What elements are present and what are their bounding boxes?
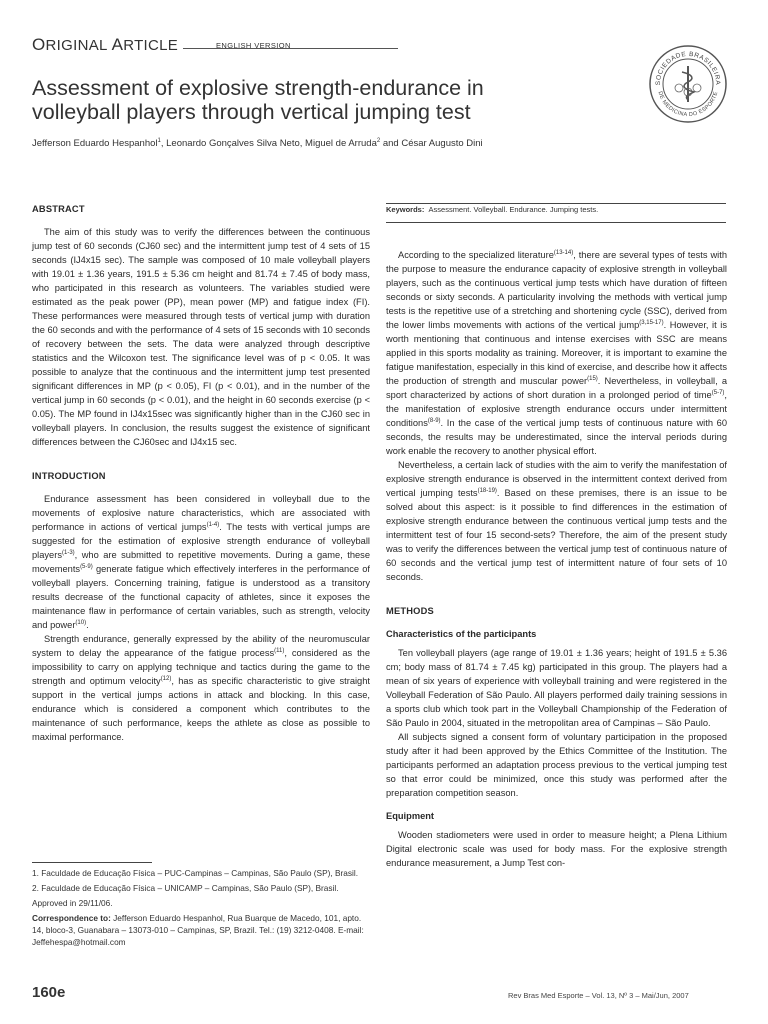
article-type-word2: RTICLE [123, 37, 179, 54]
keywords-label: Keywords: [386, 205, 425, 214]
english-version-label: ENGLISH VERSION [216, 41, 291, 50]
equipment-paragraph: Wooden stadiometers were used in order to measure height; a Plena Lithium Digital electronic scale was used for body mass. For the explosive strength endurance measurement, a Jump Test con- [386, 830, 727, 868]
equipment-heading: Equipment [386, 811, 435, 821]
authors-2-3: , Leonardo Gonçalves Silva Neto, Miguel de Arruda [160, 138, 377, 149]
keywords-rule-bottom [386, 222, 726, 223]
footnote-rule [32, 862, 152, 863]
author-1-affil: 1 [157, 137, 161, 144]
article-type-word1: RIGINAL [45, 37, 108, 54]
introduction-heading: INTRODUCTION [32, 471, 106, 481]
author-3-affil: 2 [376, 137, 381, 144]
participants-paragraph: Ten volleyball players (age range of 19.01 ± 1.36 years; height of 191.5 ± 5.36 cm; body mass of 81.74 ± 7.45 kg) participated in this group. The players had a mean of six years of experience with volleyball training and were registered in the Volleyball Federation of São Paulo. All players performed daily training sessions in a sports club which took part in the Volleyball Championship of the Federation of São Paulo in 2004, situated in the metropolitan area of Campinas – São Paulo. [386, 648, 727, 728]
seal-text-top: SOCIEDADE BRASILEIRA [654, 50, 722, 86]
author-4: and César Augusto Dini [380, 138, 483, 149]
article-type-initial2: A [111, 35, 124, 54]
literature-paragraph: According to the specialized literature$^{(13-14)}$, there are several types of tests with the purpose to measure the endurance capacity of explosive strength in volleyball players, such as the continuous vertical jump tests which have duration of fifteen seconds or sixty seconds. A particularity involving the methods with vertical jump tests is the repetitive use of a stretching and shortening cycle (SSC), derived from the lower limbs movements with actions of the vertical jump$^{(3,15-17)}$. However, it is worth mentioning that continuous and intense exercises with SSC are means applied in this sports modality as training. Moreover, it is important to examine the fatigue manifestation, especially in this kind of exercise, and describe how it affects the production of strength and muscular power$^{(15)}$. Nevertheless, in volleyball, a sport characterized by actions of short duration in a prolonged period of time$^{(5-7)}$, the manifestation of explosive strength endurance occurs under intermittent conditions$^{(8-9)}$. In the case of the vertical jump tests of continuous nature with 60 seconds, the results may be underestimated, since the interval periods during work enable the recovery to another physical effort. [386, 249, 728, 456]
intro-paragraph-2: Strength endurance, generally expressed by the ability of the neuromuscular system to delay the appearance of the fatigue process$^{(11)}$, considered as the impossibility to carry on applying technique and tactics during the game to the strength and optimum velocity$^{(12)}$, has as specific characteristic to give straight support in the vertical jumps actions in attack and blocking. In this case, endurance which is considered a component which contributes to the maintenance of such performance, keeps the athlete as close as possible to maximal performance. [32, 634, 371, 742]
article-type-initial: O [32, 35, 46, 54]
title-line-1: Assessment of explosive strength-endurance in [32, 76, 484, 100]
keywords-rule-top [386, 203, 726, 204]
correspondence-label: Correspondence to: [32, 913, 111, 923]
intro-paragraph-1: Endurance assessment has been considered in volleyball due to the movements of explosive nature characteristics, which are associated with performance in actions of vertical jumps$^{(1-4)}$. The tests with vertical jumps are suggested for the estimation of explosive strength endurance of volleyball players$^{(1-3)}$, who are submitted to repetitive movements. During a game, these movements$^{(5-9)}$ generate fatigue which effectively interferes in the performance of volleyball players. Concerning training, fatigue is understood as a transitory results decrease of the functional capacity of athletes, since it exposes the maintenance flaw in performance of certain variables, such as strength, velocity and power$^{(10)}$. [32, 494, 370, 630]
journal-reference: Rev Bras Med Esporte – Vol. 13, Nº 3 – Mai/Jun, 2007 [508, 991, 689, 1000]
affiliation-1: 1. Faculdade de Educação Física – PUC-Campinas – Campinas, São Paulo (SP), Brasil. [32, 868, 359, 878]
left-column [32, 202, 370, 744]
abstract-text: The aim of this study was to verify the differences between the continuous jump test of 60 seconds (CJ60 sec) and the intermittent jump test of 4 sets of 15 seconds (IJ4x15 sec). The sample was composed of 10 male volleyball players with 19.01 ± 1.36 years, 191.5 ± 5.36 cm height and 81.74 ± 7.45 of body mass, who participated in this research as volunteers. The variables studied were estimated as the peak power (PP), mean power (MP) and fatigue index (FI). These performances were measured through tests of vertical jump with duration the 60 seconds and with the performance of 4 sets of 15 seconds with 10 seconds of recovery between the sets. The data were analyzed through descriptive statistics and the Wilcoxon test. The significance level was of p < 0.05. It was possible to analyze that the continuous and the intermittent jump test presented significant differences in MP (p < 0.05), FI (p < 0.01), and in the number of the vertical jump in 60 seconds (p < 0.01), and the height in 60 seconds exercise (p < 0.05). The MP found in IJ4x15sec was significantly higher than in the CJ60 sec in volleyball players. In conclusion, the results suggest the existence of significant differences between the CJ60sec and IJ4x15 sec. [32, 227, 370, 447]
footnotes [32, 867, 372, 948]
consent-paragraph: All subjects signed a consent form of voluntary participation in the proposed study after it had been approved by the Ethics Committee of the Institution. The participants performed an adaptation process previous to the vertical jumping test so that error could be minimized, once this study was performed after the preparation competition season. [386, 732, 727, 798]
affiliation-2: 2. Faculdade de Educação Física – UNICAMP – Campinas, São Paulo (SP), Brasil. [32, 883, 339, 893]
seal-text-bottom: DE MEDICINA DO ESPORTE [656, 90, 720, 119]
keywords [386, 205, 736, 214]
aim-paragraph: Nevertheless, a certain lack of studies with the aim to verify the manifestation of explosive strength endurance is observed in the intermittent context derived from vertical jumping tests$^{(18-19)}$. Based on these premises, there is an issue to be solved about this aspect: is it possible to find differences in the estimation of explosive strength endurance between the continuous vertical jump tests and the intermittent test of four 15 second-sets? Therefore, the aim of the present study was to verify the differences between the vertical jump test of continuous nature of 60 seconds and the vertical jump test of intermittent nature of four sets of 10 seconds. [386, 460, 727, 582]
keywords-text: Assessment. Volleyball. Endurance. Jumping tests. [428, 205, 599, 214]
right-column [386, 248, 727, 870]
article-type-header [32, 35, 532, 53]
author-1: Jefferson Eduardo Hespanhol [32, 138, 158, 149]
page-number: 160e [32, 984, 66, 1001]
approved-date: Approved in 29/11/06. [32, 898, 113, 908]
correspondence-text: Jefferson Eduardo Hespanhol, Rua Buarque de Macedo, 101, apto. 14, bloco-3, Guanabara – 13073-010 – Campinas, SP, Brazil. Tel.: (19) 3212-0408. E-mail: Jeffehespa@hotmail.com [32, 913, 364, 947]
society-seal-logo [648, 44, 728, 124]
correspondence [32, 912, 372, 948]
methods-heading: METHODS [386, 606, 434, 616]
article-title [32, 76, 632, 124]
abstract-heading: ABSTRACT [32, 204, 85, 214]
participants-heading: Characteristics of the participants [386, 629, 537, 639]
title-line-2: volleyball players through vertical jumping test [32, 100, 471, 124]
author-list [32, 138, 732, 149]
